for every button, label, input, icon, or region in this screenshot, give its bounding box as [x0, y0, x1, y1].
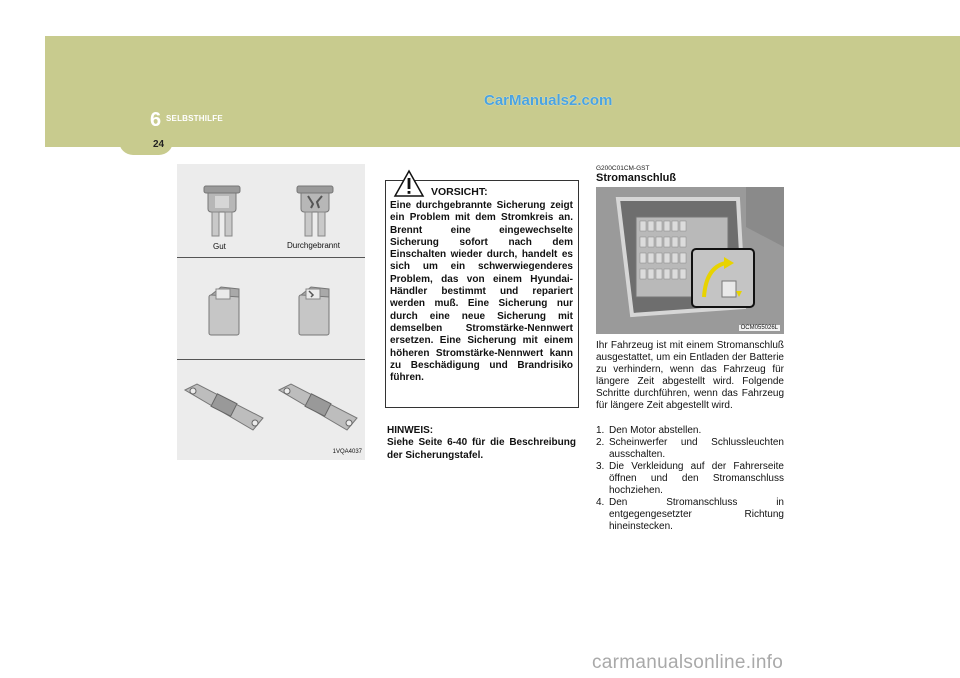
- step-number: 3.: [596, 461, 605, 472]
- warning-triangle-icon: [394, 170, 424, 197]
- cartridge-fuse-blown-image: [297, 285, 331, 337]
- page-tab: [119, 128, 173, 155]
- mini-fuse-blown-image: [295, 184, 335, 238]
- figure-code: 1VQA4037: [332, 449, 362, 455]
- figure-divider: [177, 359, 365, 360]
- list-item: [596, 437, 784, 461]
- step-number: 4.: [596, 497, 605, 508]
- warning-box: [385, 180, 579, 408]
- watermark-bottom[interactable]: carmanualsonline.info: [592, 652, 784, 673]
- step-list: [596, 425, 784, 533]
- step-text: Den Motor abstellen.: [609, 425, 702, 436]
- section-code: G200C01CM-GST: [596, 165, 650, 172]
- note-block: [387, 425, 576, 462]
- chapter-number: 6: [150, 109, 162, 131]
- warning-text: Eine durchgebrannte Sicherung zeigt ein Problem mit dem Stromkreis an. Brennt eine eingewechselte Sicherung sofort nach dem Einschalten wieder durch, handelt es sich um ein schwerwiegenderes Problem, das von einem Hyundai-Händler bestimmt und repariert werden muß. Eine Sicherung nur durch eine neue Sicherung mit demselben Stromstärke-Nennwert ersetzen. Eine Sicherung mit einem höheren Stromstärke-Nennwert kann zu Beschädigung und Brandrisiko führen.: [390, 200, 573, 384]
- step-number: 2.: [596, 437, 605, 448]
- fuse-panel-photo: [596, 187, 784, 334]
- list-item: [596, 425, 784, 437]
- fuse-figure: [177, 164, 365, 460]
- list-item: [596, 461, 784, 497]
- step-text: Scheinwerfer und Schlussleuchten ausschalten.: [609, 437, 784, 460]
- mini-fuse-good-image: [202, 184, 242, 238]
- figure-divider: [177, 257, 365, 258]
- step-text: Den Stromanschluss in entgegengesetzter Richtung hineinstecken.: [609, 497, 784, 532]
- list-item: [596, 497, 784, 533]
- page-number: 24: [153, 139, 165, 150]
- warning-title: VORSICHT:: [431, 186, 488, 198]
- cartridge-fuse-good-image: [207, 285, 241, 337]
- fuse-label-blown: Durchgebrannt: [287, 241, 340, 250]
- watermark-top[interactable]: CarManuals2.com: [484, 92, 613, 109]
- section-intro: Ihr Fahrzeug ist mit einem Stromanschluß ausgestattet, um ein Entladen der Batterie zu verhindern, wenn das Fahrzeug für längere Zeit abgestellt wird. Folgende Schritte durchführen, wenn das Fahrzeug für längere Zeit abgestellt wird.: [596, 340, 784, 411]
- step-text: Die Verkleidung auf der Fahrerseite öffnen und den Stromanschluss hochziehen.: [609, 461, 784, 496]
- fuse-label-good: Gut: [213, 242, 226, 251]
- chapter-title: SELBSTHILFE: [166, 114, 223, 123]
- step-number: 1.: [596, 425, 605, 436]
- fuse-panel-illustration: [596, 187, 784, 334]
- multi-fuse-blown-image: [277, 382, 359, 432]
- photo-code: OCM055026L: [740, 325, 778, 331]
- note-text: Siehe Seite 6-40 für die Beschreibung der Sicherungstafel.: [387, 437, 576, 461]
- section-title: Stromanschluß: [596, 172, 677, 184]
- multi-fuse-good-image: [183, 382, 265, 432]
- note-title: HINWEIS:: [387, 425, 434, 436]
